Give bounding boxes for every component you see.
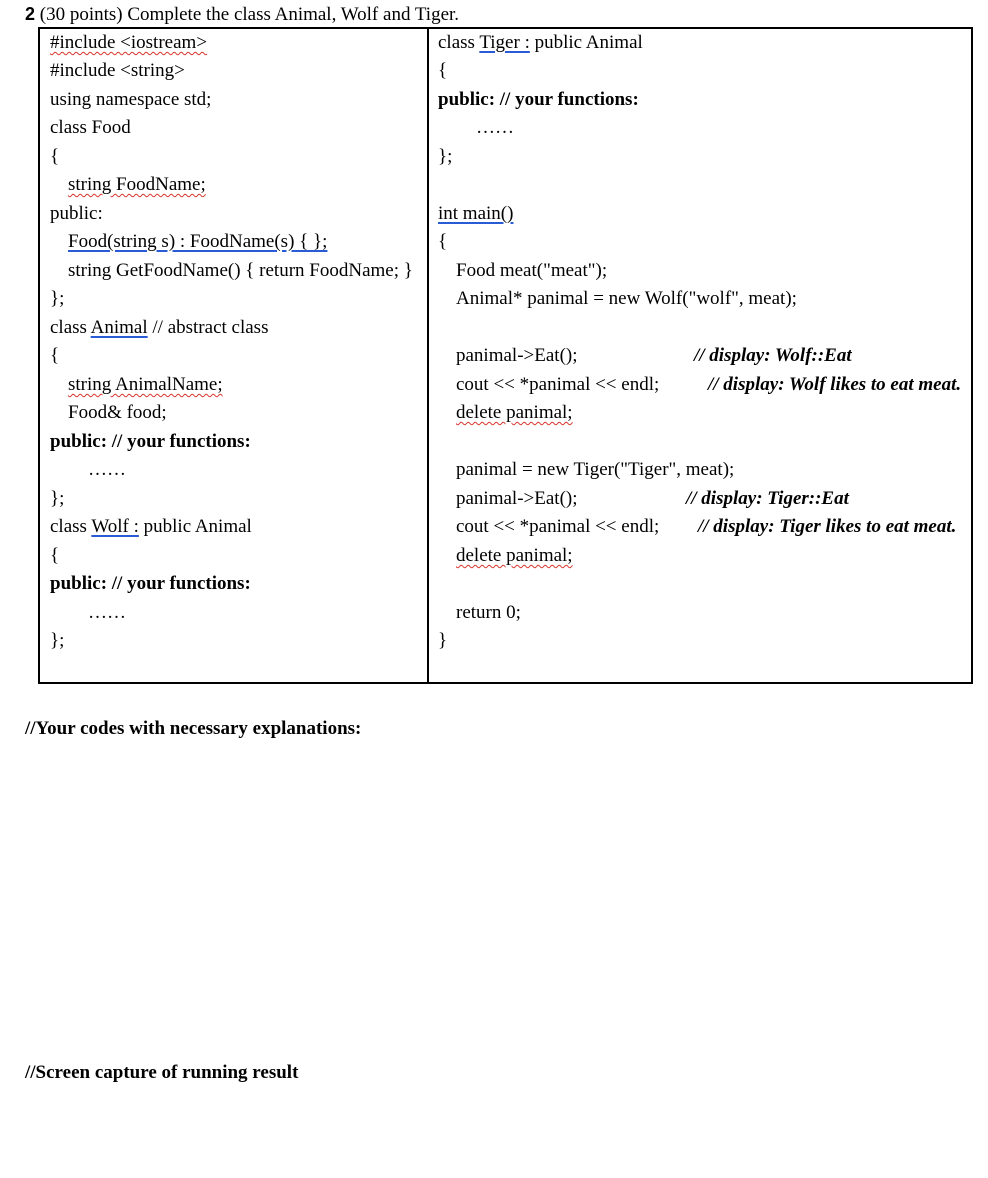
code-line: }; xyxy=(50,488,65,509)
capture-section-label: //Screen capture of running result xyxy=(25,1062,299,1083)
code-line: Food& food; xyxy=(68,402,167,423)
code-line: cout << *panimal << endl; xyxy=(456,516,660,537)
code-line: { xyxy=(50,545,60,566)
code-comment: // display: Tiger likes to eat meat. xyxy=(698,516,957,537)
code-line: using namespace std; xyxy=(50,89,212,110)
code-line: }; xyxy=(438,146,453,167)
code-line: …… xyxy=(88,459,126,480)
code-line: }; xyxy=(50,630,65,651)
code-comment: // display: Tiger::Eat xyxy=(686,488,849,509)
question-text: (30 points) Complete the class Animal, Wolf and Tiger. xyxy=(39,4,460,25)
code-line: } xyxy=(438,630,448,651)
question-number: 2 xyxy=(25,4,36,24)
code-line: return 0; xyxy=(456,602,521,623)
code-line: int main() xyxy=(438,203,514,224)
code-line: class Food xyxy=(50,117,131,138)
code-table xyxy=(38,27,973,684)
code-line: #include <string> xyxy=(50,60,185,81)
code-line: Animal* panimal = new Wolf("wolf", meat); xyxy=(456,288,797,309)
code-line: { xyxy=(50,146,60,167)
code-line: …… xyxy=(476,117,514,138)
code-line: Food(string s) : FoodName(s) { }; xyxy=(68,231,328,252)
code-line: { xyxy=(438,231,448,252)
code-line: { xyxy=(438,60,448,81)
code-comment: // display: Wolf::Eat xyxy=(694,345,852,366)
code-line: public: // your functions: xyxy=(50,573,251,594)
code-line: #include <iostream> xyxy=(50,32,208,53)
code-line: panimal->Eat(); xyxy=(456,488,578,509)
code-line: panimal = new Tiger("Tiger", meat); xyxy=(456,459,735,480)
code-line: …… xyxy=(88,602,126,623)
code-line: class Wolf : public Animal xyxy=(50,516,252,537)
code-line: }; xyxy=(50,288,65,309)
code-line: class Tiger : public Animal xyxy=(438,32,643,53)
code-line: public: // your functions: xyxy=(50,431,251,452)
code-line: string GetFoodName() { return FoodName; } xyxy=(68,260,413,281)
code-line: public: // your functions: xyxy=(438,89,639,110)
code-line: class Animal // abstract class xyxy=(50,317,269,338)
code-line: public: xyxy=(50,203,103,224)
code-line: panimal->Eat(); xyxy=(456,345,578,366)
codes-section-label: //Your codes with necessary explanations: xyxy=(25,718,362,739)
code-line: string FoodName; xyxy=(68,174,206,195)
code-line: cout << *panimal << endl; xyxy=(456,374,660,395)
code-line: string AnimalName; xyxy=(68,374,223,395)
column-divider xyxy=(427,29,429,682)
code-line: Food meat("meat"); xyxy=(456,260,608,281)
code-comment: // display: Wolf likes to eat meat. xyxy=(708,374,962,395)
question-title xyxy=(25,2,459,27)
code-line: delete panimal; xyxy=(456,402,573,423)
code-line: { xyxy=(50,345,60,366)
code-line: delete panimal; xyxy=(456,545,573,566)
